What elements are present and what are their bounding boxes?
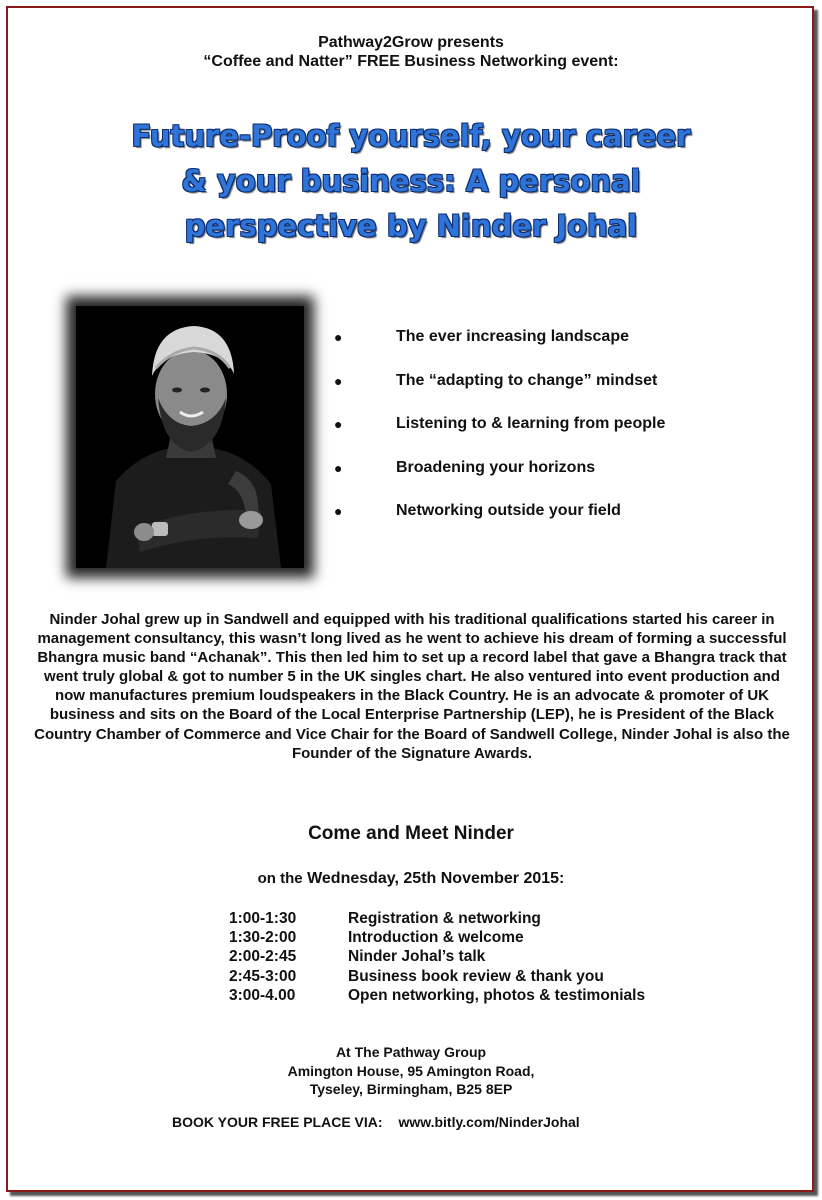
bullet-icon: ● — [334, 459, 343, 476]
schedule-time: 2:00-2:45 — [229, 948, 297, 966]
booking-link[interactable] — [398, 1114, 579, 1130]
bullet-icon: ● — [334, 416, 343, 432]
date-value: Wednesday, 25th November 2015: — [307, 870, 565, 887]
topic-text: The “adapting to change” mindset — [396, 371, 658, 389]
title-line-2: & your business: A personal — [181, 164, 641, 198]
event-title — [0, 114, 822, 249]
list-item — [330, 414, 730, 458]
list-item — [330, 327, 730, 371]
bullet-icon: ● — [334, 503, 343, 519]
schedule-time: 2:45-3:00 — [229, 967, 297, 985]
schedule-row — [229, 947, 749, 966]
list-item — [330, 501, 730, 545]
bullet-icon: ● — [334, 372, 343, 389]
schedule-item: Ninder Johal’s talk — [348, 948, 486, 966]
booking-url-name[interactable]: NinderJohal — [498, 1114, 580, 1130]
topic-text: Broadening your horizons — [396, 458, 596, 476]
schedule-row — [229, 986, 749, 1005]
intro-presenter: Pathway2Grow presents — [318, 34, 504, 51]
booking-line — [172, 1114, 580, 1130]
schedule-time: 3:00-4.00 — [229, 986, 296, 1004]
intro-block — [0, 33, 822, 71]
schedule-item: Introduction & welcome — [348, 929, 524, 947]
schedule-row — [229, 967, 749, 986]
bullet-icon: ● — [334, 329, 343, 345]
intro-event: “Coffee and Natter” FREE Business Networking event: — [203, 53, 619, 70]
venue-address — [0, 1043, 822, 1099]
schedule-item: Open networking, photos & testimonials — [348, 986, 646, 1004]
title-line-3: perspective by Ninder Johal — [184, 209, 638, 243]
title-line-1: Future-Proof yourself, your career — [131, 119, 691, 153]
venue-name: At The Pathway Group — [335, 1044, 487, 1060]
schedule-row — [229, 909, 749, 928]
schedule-item: Business book review & thank you — [348, 967, 604, 985]
topic-text: Networking outside your field — [396, 502, 621, 519]
schedule-time: 1:30-2:00 — [229, 929, 297, 947]
speaker-biography: Ninder Johal grew up in Sandwell and equipped with his traditional qualifications started his career in management consultancy, this wasn’t long lived as he went to achieve his dream of forming a successful Bhangra music band “Achanak”. This then led him to set up a record label that gave a Bhangra track that went truly global & got to number 5 in the UK singles chart. He also ventured into event production and now manufactures premium loudspeakers in the Black Country. He is an advocate & promoter of UK business and sits on the Board of the Local Enterprise Partnership (LEP), he is President of the Black Country Chamber of Commerce and Vice Chair for the Board of Sandwell College, Ninder Johal is also the Founder of the Signature Awards. — [34, 611, 790, 762]
speaker-photo — [76, 306, 304, 568]
date-prefix: on the — [257, 870, 303, 887]
booking-label: BOOK YOUR FREE PLACE VIA: — [172, 1114, 383, 1130]
schedule-time: 1:00-1:30 — [229, 910, 297, 927]
speaker-portrait-illustration — [76, 306, 304, 568]
list-item — [330, 458, 730, 502]
meet-heading: Come and Meet Ninder — [308, 823, 514, 844]
venue-city: Tyseley, Birmingham, B25 8EP — [309, 1081, 513, 1097]
schedule-row — [229, 928, 749, 947]
event-schedule — [229, 909, 749, 1005]
schedule-item: Registration & networking — [348, 910, 541, 927]
booking-url-prefix[interactable]: www.bitly.com/ — [398, 1114, 499, 1130]
talk-topics-list — [330, 327, 730, 545]
venue-street: Amington House, 95 Amington Road, — [287, 1062, 535, 1079]
topic-text: Listening to & learning from people — [396, 415, 666, 432]
list-item — [330, 371, 730, 415]
event-date — [0, 870, 822, 888]
topic-text: The ever increasing landscape — [396, 328, 629, 345]
